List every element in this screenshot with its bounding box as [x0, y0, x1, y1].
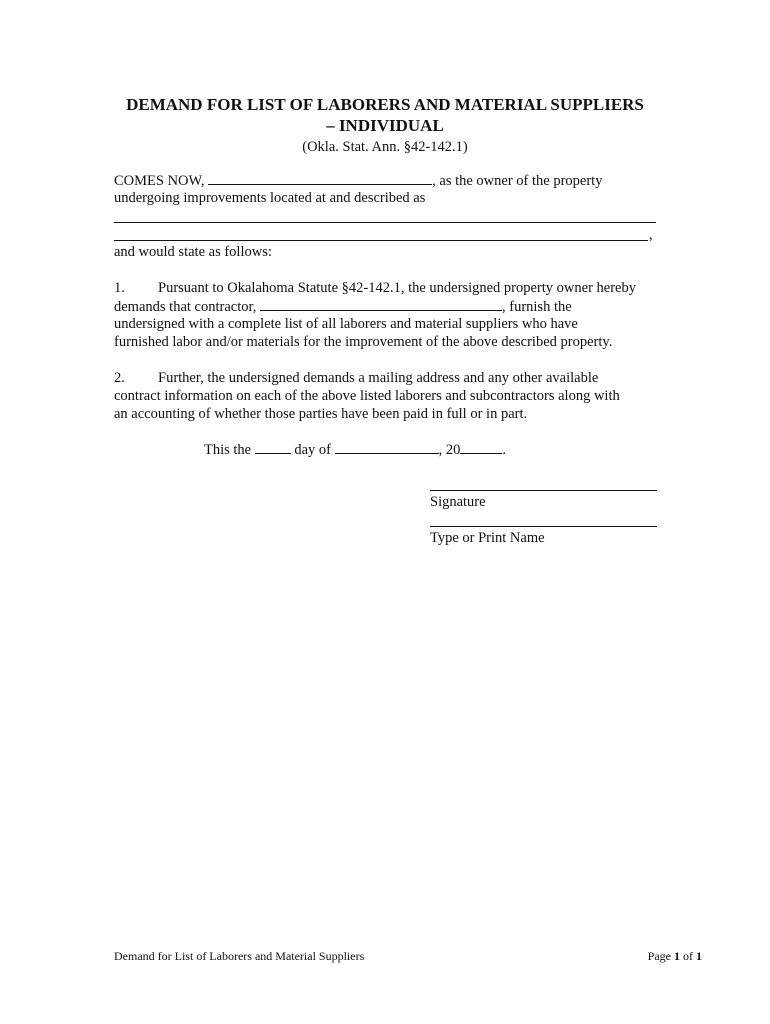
owner-name-field[interactable]: [208, 171, 432, 185]
year-prefix: , 20: [438, 442, 461, 458]
document-title: DEMAND FOR LIST OF LABORERS AND MATERIAL SUPPLIERS: [126, 95, 644, 114]
this-the-label: This the: [204, 442, 252, 458]
state-as-follows: and would state as follows:: [114, 244, 272, 260]
contractor-name-field[interactable]: [260, 297, 502, 311]
signature-label: Signature: [430, 494, 486, 510]
date-line: [204, 440, 506, 459]
description-comma: ,: [649, 227, 653, 243]
date-period: .: [502, 442, 507, 458]
statute-citation: (Okla. Stat. Ann. §42-142.1): [302, 139, 468, 155]
signature-field[interactable]: [430, 490, 657, 491]
day-of-label: day of: [294, 442, 332, 458]
document-subtitle: – INDIVIDUAL: [326, 116, 444, 135]
property-description-field-2[interactable]: [114, 240, 648, 241]
property-description-field-1[interactable]: [114, 222, 656, 223]
demands-contractor-label: demands that contractor,: [114, 299, 257, 315]
para2-line2: contract information on each of the above listed laborers and subcontractors along with: [114, 388, 620, 404]
comes-now-line: [114, 171, 602, 190]
page-number: Page 1 of 1: [647, 949, 702, 963]
para1-line4: furnished labor and/or materials for the improvement of the above described property.: [114, 334, 613, 350]
comes-now-label: COMES NOW,: [114, 173, 205, 189]
para2-line3: an accounting of whether those parties have been paid in full or in part.: [114, 406, 528, 422]
print-name-label: Type or Print Name: [430, 530, 545, 546]
owner-text: , as the owner of the property: [432, 173, 603, 189]
print-name-field[interactable]: [430, 526, 657, 527]
para2-line1: Further, the undersigned demands a mailing address and any other available: [158, 370, 599, 386]
para1-line3: undersigned with a complete list of all laborers and material suppliers who have: [114, 316, 578, 332]
month-field[interactable]: [335, 440, 439, 454]
para1-line1: Pursuant to Okalahoma Statute §42-142.1, the undersigned property owner hereby: [158, 280, 636, 296]
footer-title: Demand for List of Laborers and Material Suppliers: [114, 949, 365, 963]
para1-number: 1.: [114, 280, 125, 296]
para1-line2: [114, 297, 572, 316]
day-field[interactable]: [255, 440, 291, 454]
improvements-line: undergoing improvements located at and described as: [114, 190, 426, 206]
furnish-text: , furnish the: [501, 299, 572, 315]
year-field[interactable]: [460, 440, 502, 454]
para2-number: 2.: [114, 370, 125, 386]
